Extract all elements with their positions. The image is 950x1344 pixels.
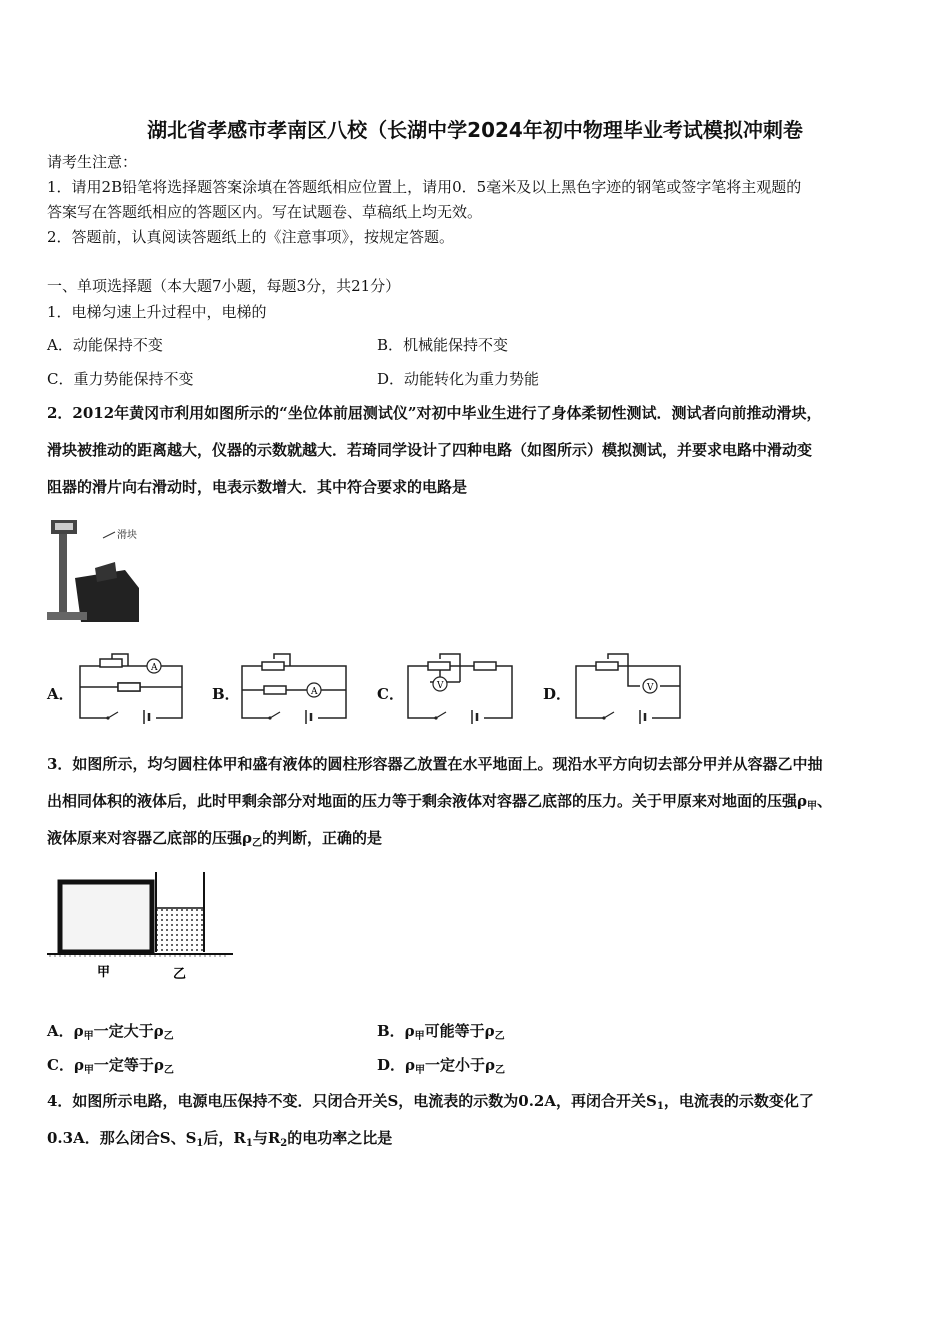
circuit-a [78,652,184,724]
q2-line-1: 2．2012年黄冈市利用如图所示的“坐位体前屈测试仪”对初中毕业生进行了身体柔韧性测试．测试者向前推动滑块， [47,404,822,422]
q2-option-a: A． [47,685,74,703]
circuit-c [406,652,514,724]
section-heading: 一、单项选择题（本大题7小题，每题3分，共21分） [47,277,401,295]
q3-option-d: D．$\rho_甲$一定小于$\rho_乙$ [377,1056,505,1076]
cylinder-jia [60,882,152,952]
notice-heading: 请考生注意： [47,153,138,171]
circuit-b [240,652,348,724]
page-title: 湖北省孝感市孝南区八校（长湖中学2024年初中物理毕业考试模拟冲刺卷 [147,118,803,142]
q4-line-2: 0.3A．那么闭合S、$S_1$后，$R_1$与$R_2$的电功率之比是 [47,1129,393,1149]
cylinder-container-figure [45,868,235,986]
test-device-figure [45,518,143,626]
q4-line-1: 4．如图所示电路，电源电压保持不变．只闭合开关S，电流表的示数为0.2A，再闭合开关$S_1$，电流表的示数变化了 [47,1092,814,1112]
q1-option-d: D．动能转化为重力势能 [377,370,540,388]
meter-label: A [311,687,318,697]
q2-line-3: 阻器的滑片向右滑动时，电表示数增大．其中符合要求的电路是 [47,478,468,496]
q1-option-c: C．重力势能保持不变 [47,370,194,388]
q3-line-2: 出相同体积的液体后，此时甲剩余部分对地面的压力等于剩余液体对容器乙底部的压力。关于甲原来对地面的压强$\rho_甲$、 [47,792,832,812]
q3-option-b: B．$\rho_甲$可能等于$\rho_乙$ [377,1022,505,1042]
circuit-d [574,652,682,724]
device-foot [47,612,87,620]
q2-line-2: 滑块被推动的距离越大，仪器的示数就越大．若琦同学设计了四种电路（如图所示）模拟测试，并要求电路中滑动变 [47,441,813,459]
notice-line-2: 2．答题前，认真阅读答题纸上的《注意事项》，按规定答题。 [47,228,455,246]
q2-option-c: C． [377,685,404,703]
figure-label-slider: 滑块 [117,530,137,541]
notice-line-1: 1．请用2B铅笔将选择题答案涂填在答题纸相应位置上，请用0．5毫米及以上黑色字迹的钢笔或签字笔将主观题的 [47,178,802,196]
q3-option-a: A．$\rho_甲$一定大于$\rho_乙$ [47,1022,174,1042]
device-screen [55,523,73,530]
q2-option-d: D． [543,685,572,703]
q3-line-1: 3．如图所示，均匀圆柱体甲和盛有液体的圆柱形容器乙放置在水平地面上。现沿水平方向切去部分甲并从容器乙中抽 [47,755,823,773]
label-yi: 乙 [173,967,187,982]
meter-label: A [151,663,158,673]
q1-option-a: A．动能保持不变 [47,336,163,354]
q2-option-b: B． [212,685,240,703]
q1-stem: 1．电梯匀速上升过程中，电梯的 [47,303,267,321]
q1-option-b: B．机械能保持不变 [377,336,509,354]
device-pole [59,534,67,612]
notice-line-1b: 答案写在答题纸相应的答题区内。写在试题卷、草稿纸上均无效。 [47,203,483,221]
liquid-yi [157,908,203,952]
label-pointer [103,532,115,538]
meter-label: V [647,683,654,693]
q3-option-c: C．$\rho_甲$一定等于$\rho_乙$ [47,1056,174,1076]
q3-line-3: 液体原来对容器乙底部的压强$\rho_乙$的判断，正确的是 [47,829,382,849]
label-jia: 甲 [97,965,111,980]
meter-label: V [437,681,444,691]
